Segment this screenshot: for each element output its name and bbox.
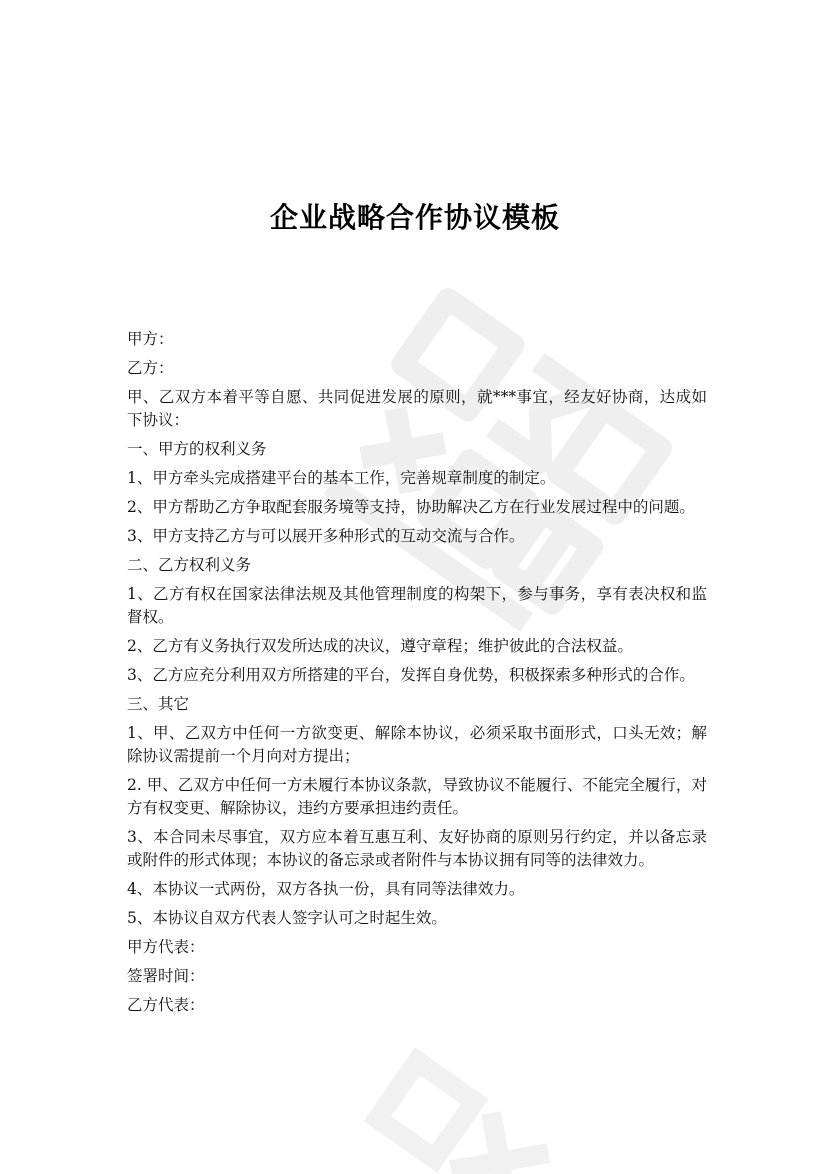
document-title: 企业战略合作协议模板 [269, 201, 560, 234]
watermark-logo-fragment-icon [344, 1033, 577, 1174]
clause-a-1: 1、甲方牵头完成搭建平台的基本工作，完善规章制度的制定。 [127, 469, 556, 487]
clause-b-2: 2、乙方有义务执行双发所达成的决议，遵守章程；维护彼此的合法权益。 [127, 637, 633, 655]
clause-b-1: 1、乙方有权在国家法律法规及其他管理制度的构架下，参与事务，享有表决权和监督权。 [127, 585, 707, 626]
clause-a-2: 2、甲方帮助乙方争取配套服务境等支持，协助解决乙方在行业发展过程中的问题。 [127, 498, 695, 516]
signing-time-line: 签署时间： [127, 967, 205, 985]
clause-other-4: 4、本协议一式两份，双方各执一份，具有同等法律效力。 [127, 880, 525, 898]
section-heading-party-b: 二、乙方权利义务 [127, 556, 252, 574]
section-heading-party-a: 一、甲方的权利义务 [127, 440, 267, 458]
clause-other-5: 5、本协议自双方代表人签字认可之时起生效。 [127, 909, 447, 927]
section-heading-other: 三、其它 [127, 695, 190, 713]
clause-other-1: 1、甲、乙双方中任何一方欲变更、解除本协议，必须采取书面形式，口头无效；解除协议需提前一个月向对方提出； [127, 724, 707, 765]
clause-other-2: 2. 甲、乙双方中任何一方未履行本协议条款，导致协议不能履行、不能完全履行，对方有权变更、解除协议，违约方要承担违约责任。 [127, 776, 707, 817]
clause-b-3: 3、乙方应充分利用双方所搭建的平台，发挥自身优势，积极探索多种形式的合作。 [127, 666, 695, 684]
preamble-paragraph: 甲、乙双方本着平等自愿、共同促进发展的原则，就***事宜，经友好协商，达成如下协议： [127, 388, 707, 429]
clause-a-3: 3、甲方支持乙方与可以展开多种形式的互动交流与合作。 [127, 527, 525, 545]
clause-other-3: 3、本合同未尽事宜，双方应本着互惠互利、友好协商的原则另行约定，并以备忘录或附件的形式体现；本协议的备忘录或者附件与本协议拥有同等的法律效力。 [127, 828, 707, 869]
party-a-line: 甲方： [127, 330, 174, 348]
party-b-line: 乙方： [127, 359, 174, 377]
party-a-representative-line: 甲方代表： [127, 938, 205, 956]
party-b-representative-line: 乙方代表： [127, 996, 205, 1014]
document-body [127, 328, 707, 1023]
